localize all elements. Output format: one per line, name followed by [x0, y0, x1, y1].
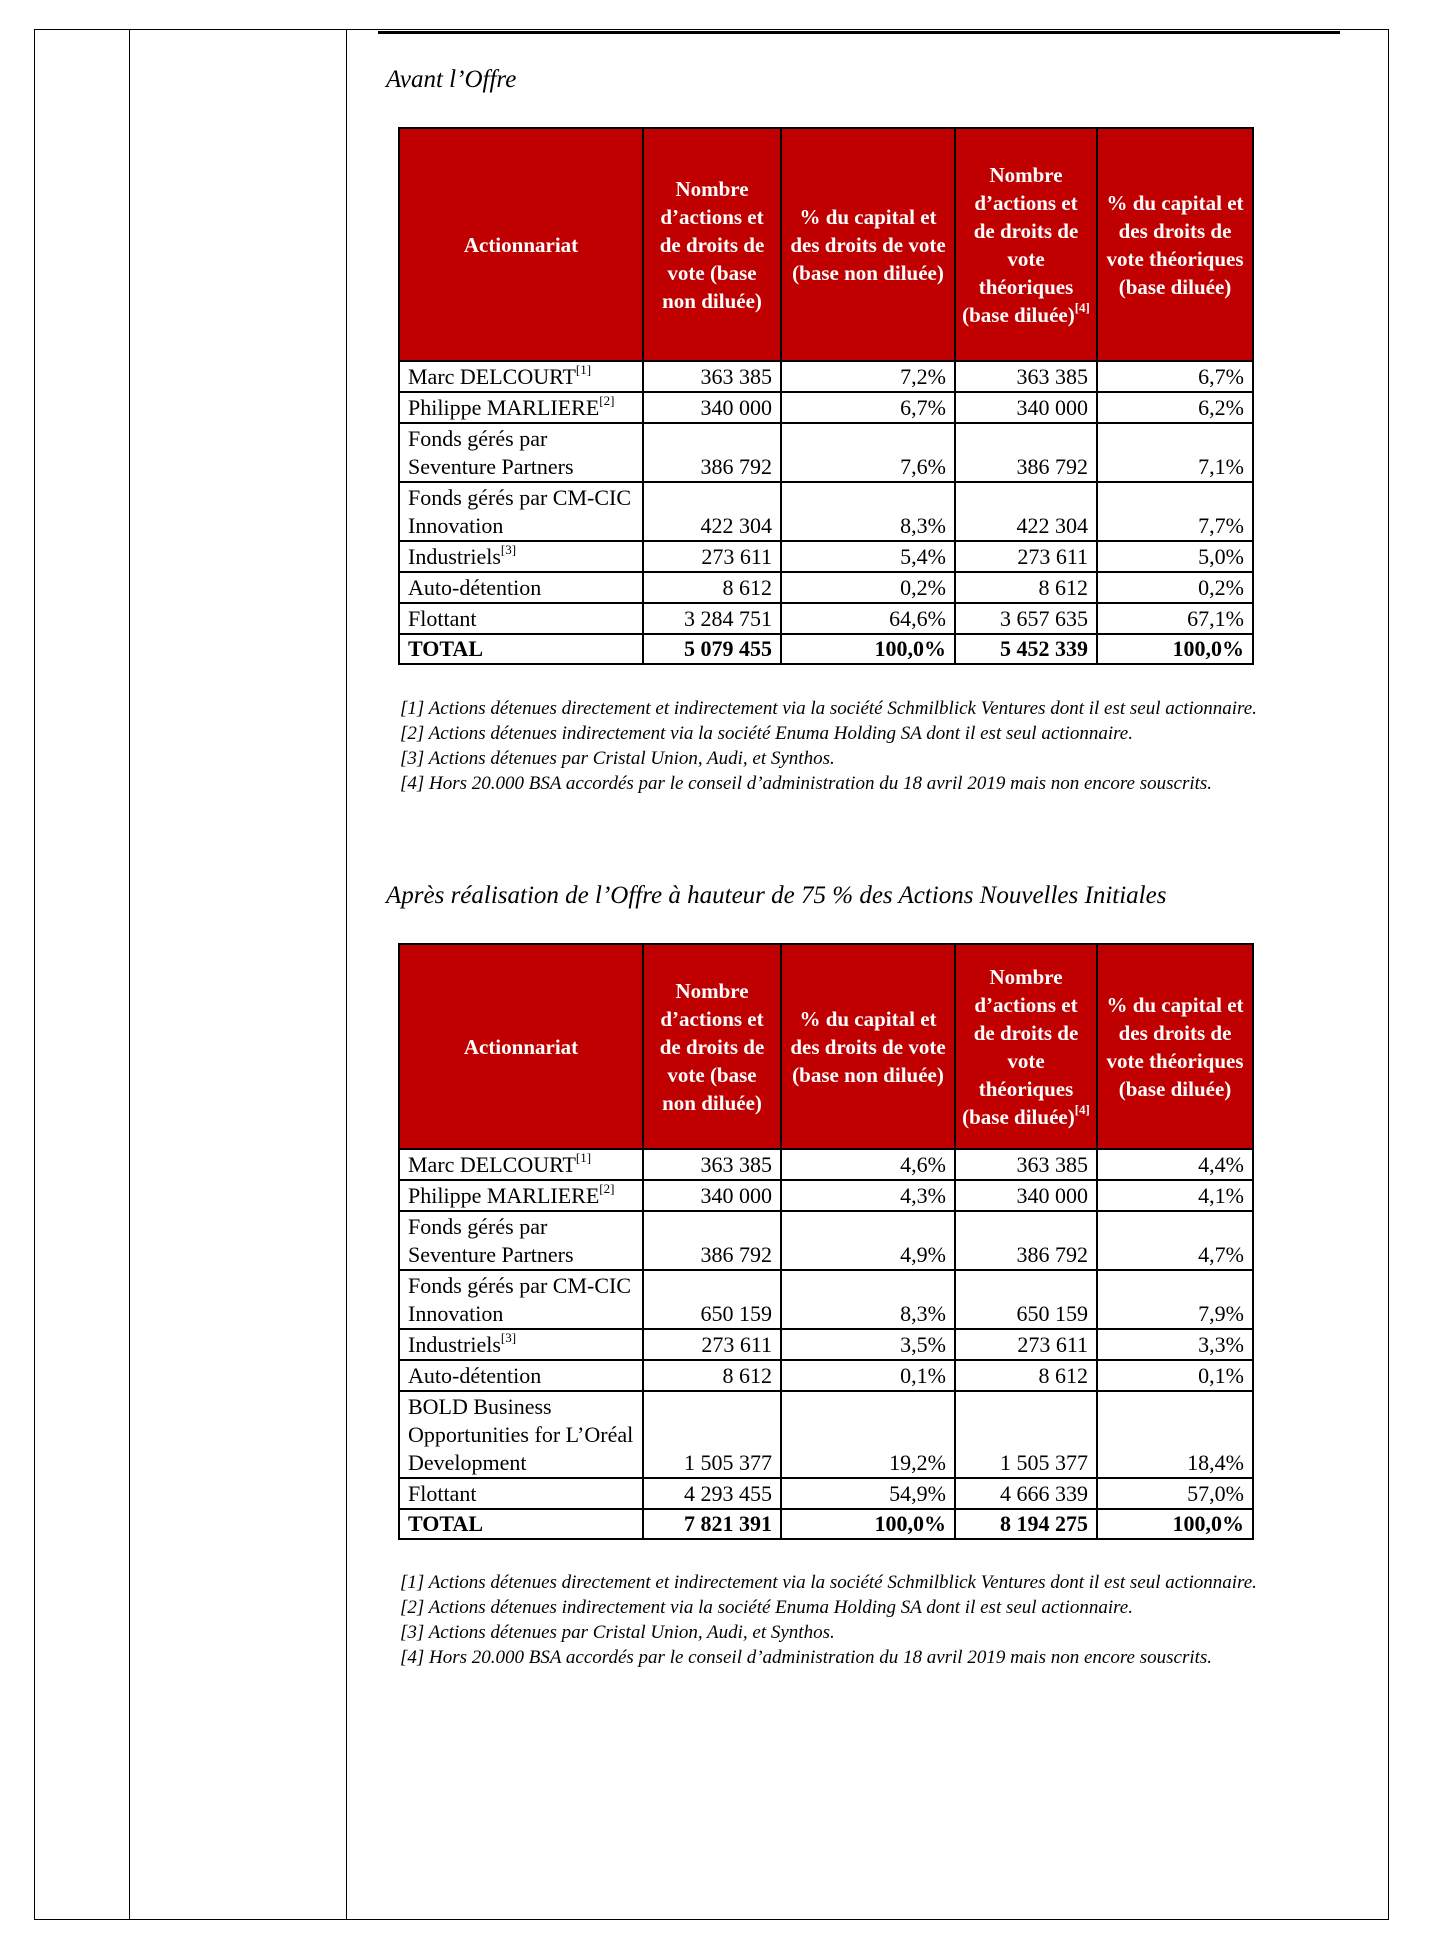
table-header-row [399, 128, 1253, 361]
total-pct-diluted: 100,0% [1097, 1509, 1253, 1539]
pct-diluted-cell: 4,7% [1097, 1211, 1253, 1270]
total-pct-diluted: 100,0% [1097, 634, 1253, 664]
pct-diluted-cell: 67,1% [1097, 603, 1253, 634]
table-row [399, 572, 1253, 603]
shareholder-name: Fonds gérés par CM-CIC Innovation [408, 485, 632, 538]
shareholder-name: Philippe MARLIERE [408, 395, 600, 420]
shareholder-name: Marc DELCOURT [408, 1152, 576, 1177]
header-shareholders: Actionnariat [399, 128, 643, 361]
pct-diluted-cell: 6,7% [1097, 361, 1253, 392]
shares-diluted-cell: 340 000 [955, 1180, 1097, 1211]
pct-diluted-cell: 7,9% [1097, 1270, 1253, 1329]
shares-diluted-cell: 363 385 [955, 361, 1097, 392]
pct-non-diluted-cell: 0,2% [781, 572, 955, 603]
shares-non-diluted-cell: 363 385 [643, 361, 781, 392]
shares-diluted-cell: 386 792 [955, 423, 1097, 482]
footnote-ref: [2] [599, 1180, 615, 1196]
pct-diluted-cell: 4,4% [1097, 1149, 1253, 1180]
pct-non-diluted-cell: 5,4% [781, 541, 955, 572]
shares-non-diluted-cell: 8 612 [643, 572, 781, 603]
shares-non-diluted-cell: 3 284 751 [643, 603, 781, 634]
table-row [399, 1478, 1253, 1509]
header-shareholders: Actionnariat [399, 944, 643, 1149]
shares-diluted-cell: 3 657 635 [955, 603, 1097, 634]
header-shares-diluted [955, 128, 1097, 361]
footnotes-before-offer [400, 696, 1328, 796]
shares-non-diluted-cell: 4 293 455 [643, 1478, 781, 1509]
shareholder-name-cell [399, 361, 643, 392]
shareholder-name: Fonds gérés par Seventure Partners [408, 426, 574, 479]
total-row [399, 1509, 1253, 1539]
pct-non-diluted-cell: 0,1% [781, 1360, 955, 1391]
shares-diluted-cell: 8 612 [955, 1360, 1097, 1391]
shares-diluted-cell: 273 611 [955, 541, 1097, 572]
pct-diluted-cell: 0,2% [1097, 572, 1253, 603]
pct-non-diluted-cell: 8,3% [781, 482, 955, 541]
shares-non-diluted-cell: 386 792 [643, 423, 781, 482]
table-row [399, 482, 1253, 541]
header-shares-diluted-label: Nombre d’actions et de droits de vote théoriques (base diluée) [962, 162, 1079, 327]
column-divider-2 [346, 29, 347, 1920]
shares-non-diluted-cell: 340 000 [643, 392, 781, 423]
shareholder-name-cell [399, 1360, 643, 1391]
pct-diluted-cell: 0,1% [1097, 1360, 1253, 1391]
shareholder-name: Fonds gérés par Seventure Partners [408, 1214, 574, 1267]
shares-non-diluted-cell: 1 505 377 [643, 1391, 781, 1478]
shareholder-name: Industriels [408, 544, 501, 569]
header-pct-non-diluted: % du capital et des droits de vote (base non diluée) [781, 944, 955, 1149]
shares-diluted-cell: 1 505 377 [955, 1391, 1097, 1478]
pct-diluted-cell: 6,2% [1097, 392, 1253, 423]
pct-diluted-cell: 57,0% [1097, 1478, 1253, 1509]
total-label: TOTAL [399, 1509, 643, 1539]
total-shares-non-diluted: 5 079 455 [643, 634, 781, 664]
shareholder-name-cell [399, 1149, 643, 1180]
shareholder-name-cell [399, 1270, 643, 1329]
pct-diluted-cell: 4,1% [1097, 1180, 1253, 1211]
total-label: TOTAL [399, 634, 643, 664]
shareholding-table-after-offer [398, 943, 1254, 1540]
shareholder-name-cell [399, 572, 643, 603]
section-title-after-offer: Après réalisation de l’Offre à hauteur de 75 % des Actions Nouvelles Initiales [386, 882, 1167, 909]
shares-non-diluted-cell: 363 385 [643, 1149, 781, 1180]
pct-non-diluted-cell: 6,7% [781, 392, 955, 423]
footnote-ref: [1] [575, 361, 592, 377]
shareholder-name: Industriels [408, 1332, 501, 1357]
pct-non-diluted-cell: 7,2% [781, 361, 955, 392]
top-rule [378, 31, 1340, 34]
pct-diluted-cell: 7,1% [1097, 423, 1253, 482]
total-shares-diluted: 5 452 339 [955, 634, 1097, 664]
shares-diluted-cell: 363 385 [955, 1149, 1097, 1180]
shares-non-diluted-cell: 8 612 [643, 1360, 781, 1391]
footnote: [2] Actions détenues indirectement via la société Enuma Holding SA dont il est seul actionnaire. [400, 723, 1133, 744]
pct-non-diluted-cell: 3,5% [781, 1329, 955, 1360]
shares-non-diluted-cell: 340 000 [643, 1180, 781, 1211]
table-row [399, 392, 1253, 423]
footnote: [2] Actions détenues indirectement via la société Enuma Holding SA dont il est seul actionnaire. [400, 1597, 1133, 1618]
pct-non-diluted-cell: 54,9% [781, 1478, 955, 1509]
footnote-ref: [2] [599, 392, 615, 408]
footnote: [1] Actions détenues directement et indirectement via la société Schmilblick Ventures dont il est seul actionnaire. [400, 1572, 1257, 1593]
shares-non-diluted-cell: 273 611 [643, 541, 781, 572]
shares-diluted-cell: 4 666 339 [955, 1478, 1097, 1509]
table-row [399, 1149, 1253, 1180]
pct-diluted-cell: 7,7% [1097, 482, 1253, 541]
footnote-ref: [3] [500, 1329, 517, 1345]
total-shares-diluted: 8 194 275 [955, 1509, 1097, 1539]
footnote: [1] Actions détenues directement et indirectement via la société Schmilblick Ventures dont il est seul actionnaire. [400, 698, 1257, 719]
footnotes-after-offer [400, 1570, 1328, 1670]
pct-non-diluted-cell: 19,2% [781, 1391, 955, 1478]
shares-diluted-cell: 273 611 [955, 1329, 1097, 1360]
section-title-before-offer: Avant l’Offre [386, 66, 517, 93]
shareholder-name: Auto-détention [408, 575, 542, 600]
pct-diluted-cell: 18,4% [1097, 1391, 1253, 1478]
footnote: [3] Actions détenues par Cristal Union, Audi, et Synthos. [400, 748, 835, 769]
header-pct-diluted: % du capital et des droits de vote théoriques (base diluée) [1097, 944, 1253, 1149]
header-shares-diluted-label: Nombre d’actions et de droits de vote théoriques (base diluée) [962, 964, 1079, 1129]
shares-non-diluted-cell: 386 792 [643, 1211, 781, 1270]
footnote: [4] Hors 20.000 BSA accordés par le conseil d’administration du 18 avril 2019 mais non encore souscrits. [400, 1647, 1213, 1668]
header-pct-non-diluted: % du capital et des droits de vote (base non diluée) [781, 128, 955, 361]
total-pct-non-diluted: 100,0% [781, 1509, 955, 1539]
shareholder-name-cell [399, 1391, 643, 1478]
total-pct-non-diluted: 100,0% [781, 634, 955, 664]
footnote-ref: [4] [1074, 1101, 1090, 1117]
shareholder-name-cell [399, 1478, 643, 1509]
shareholder-name-cell [399, 482, 643, 541]
shareholder-name-cell [399, 603, 643, 634]
total-shares-non-diluted: 7 821 391 [643, 1509, 781, 1539]
shareholder-name: Philippe MARLIERE [408, 1183, 600, 1208]
table-row [399, 1180, 1253, 1211]
shares-non-diluted-cell: 273 611 [643, 1329, 781, 1360]
header-shares-diluted [955, 944, 1097, 1149]
shares-diluted-cell: 386 792 [955, 1211, 1097, 1270]
table-row [399, 1360, 1253, 1391]
footnote-ref: [3] [500, 541, 517, 557]
footnote: [4] Hors 20.000 BSA accordés par le conseil d’administration du 18 avril 2019 mais non encore souscrits. [400, 773, 1213, 794]
shareholder-name-cell [399, 1329, 643, 1360]
shares-diluted-cell: 650 159 [955, 1270, 1097, 1329]
shareholder-name: Fonds gérés par CM-CIC Innovation [408, 1273, 632, 1326]
shareholder-name: Auto-détention [408, 1363, 542, 1388]
shareholder-name: Flottant [408, 1481, 477, 1506]
footnote-ref: [4] [1074, 299, 1090, 315]
shareholder-name-cell [399, 541, 643, 572]
footnote: [3] Actions détenues par Cristal Union, Audi, et Synthos. [400, 1622, 835, 1643]
shareholder-name-cell [399, 1180, 643, 1211]
total-row [399, 634, 1253, 664]
table-row [399, 1391, 1253, 1478]
shareholder-name-cell [399, 392, 643, 423]
footnote-ref: [1] [575, 1149, 592, 1165]
pct-diluted-cell: 5,0% [1097, 541, 1253, 572]
shareholding-table-before-offer [398, 127, 1254, 665]
pct-non-diluted-cell: 4,3% [781, 1180, 955, 1211]
pct-non-diluted-cell: 8,3% [781, 1270, 955, 1329]
header-shares-non-diluted: Nombre d’actions et de droits de vote (base non diluée) [643, 128, 781, 361]
pct-non-diluted-cell: 4,6% [781, 1149, 955, 1180]
shares-non-diluted-cell: 650 159 [643, 1270, 781, 1329]
shareholder-name: Flottant [408, 606, 477, 631]
shareholder-name-cell [399, 423, 643, 482]
table-row [399, 1211, 1253, 1270]
pct-diluted-cell: 3,3% [1097, 1329, 1253, 1360]
shares-non-diluted-cell: 422 304 [643, 482, 781, 541]
table-row [399, 1329, 1253, 1360]
header-shares-non-diluted: Nombre d’actions et de droits de vote (base non diluée) [643, 944, 781, 1149]
shares-diluted-cell: 340 000 [955, 392, 1097, 423]
pct-non-diluted-cell: 4,9% [781, 1211, 955, 1270]
shareholder-name-cell [399, 1211, 643, 1270]
pct-non-diluted-cell: 64,6% [781, 603, 955, 634]
shares-diluted-cell: 8 612 [955, 572, 1097, 603]
table-header-row [399, 944, 1253, 1149]
shares-diluted-cell: 422 304 [955, 482, 1097, 541]
pct-non-diluted-cell: 7,6% [781, 423, 955, 482]
shareholder-name: Marc DELCOURT [408, 364, 576, 389]
table-row [399, 1270, 1253, 1329]
column-divider-1 [129, 29, 130, 1920]
table-row [399, 603, 1253, 634]
shareholder-name: BOLD Business Opportunities for L’Oréal Development [408, 1394, 634, 1475]
table-row [399, 541, 1253, 572]
table-row [399, 361, 1253, 392]
header-pct-diluted: % du capital et des droits de vote théoriques (base diluée) [1097, 128, 1253, 361]
table-row [399, 423, 1253, 482]
